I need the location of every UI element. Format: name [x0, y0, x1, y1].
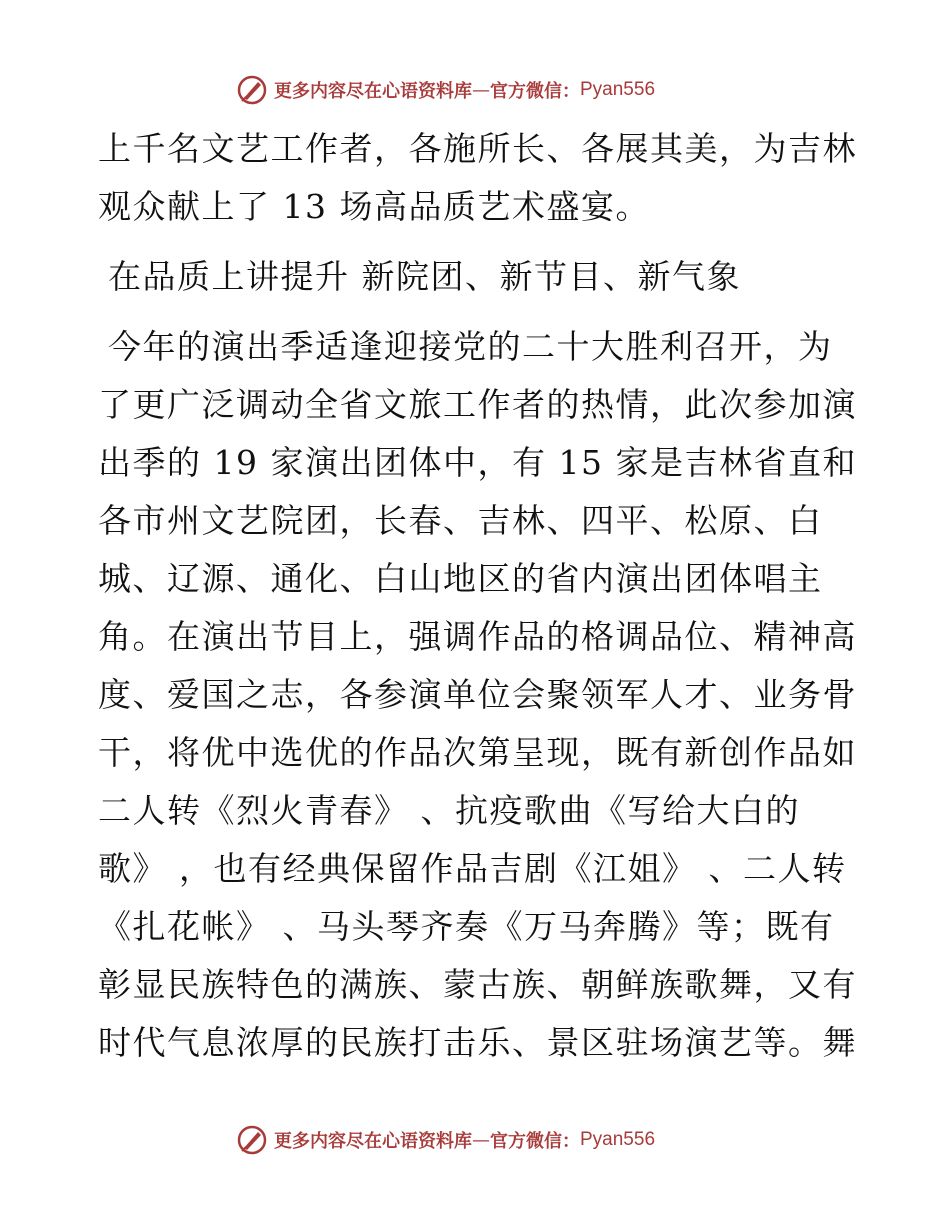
- header-banner: [236, 72, 655, 108]
- text-line: 今年的演出季适逢迎接党的二十大胜利召开，为: [108, 327, 833, 366]
- paragraph-main: [98, 318, 858, 1072]
- quill-pen-logo-icon: [236, 74, 268, 106]
- quill-pen-logo-icon: [236, 1124, 268, 1156]
- banner-title: 更多内容尽在心语资料库: [274, 81, 472, 102]
- text-line: 观众献上了 13 场高品质艺术盛宴。: [98, 187, 650, 226]
- text-line: 《扎花帐》 、马头琴齐奏《万马奔腾》等；既有: [98, 907, 835, 946]
- banner-label: 官方微信：: [490, 1131, 580, 1152]
- document-body: [98, 120, 858, 1072]
- text-line: 彰显民族特色的满族、蒙古族、朝鲜族歌舞，又有: [98, 965, 857, 1004]
- text-line: 二人转《烈火青春》 、抗疫歌曲《写给大白的: [98, 791, 800, 830]
- text-line: 各市州文艺院团，长春、吉林、四平、松原、白: [98, 501, 823, 540]
- text-line: 了更广泛调动全省文旅工作者的热情，此次参加演: [98, 385, 857, 424]
- banner-wechat-id: Pyan556: [580, 79, 656, 100]
- text-line: 出季的 19 家演出团体中，有 15 家是吉林省直和: [98, 443, 857, 482]
- footer-banner: [236, 1122, 655, 1158]
- section-heading: 在品质上讲提升 新院团、新节目、新气象: [108, 257, 741, 296]
- text-line: 歌》 ，也有经典保留作品吉剧《江姐》 、二人转: [98, 849, 847, 888]
- text-line: 度、爱国之志，各参演单位会聚领军人才、业务骨: [98, 675, 857, 714]
- text-line: 角。在演出节目上，强调作品的格调品位、精神高: [98, 617, 857, 656]
- banner-separator: —: [472, 1129, 490, 1151]
- text-line: 时代气息浓厚的民族打击乐、景区驻场演艺等。舞: [98, 1023, 857, 1062]
- text-line: 城、辽源、通化、白山地区的省内演出团体唱主: [98, 559, 823, 598]
- banner-label: 官方微信：: [490, 81, 580, 102]
- text-line: 干，将优中选优的作品次第呈现，既有新创作品如: [98, 733, 857, 772]
- paragraph-intro: [98, 120, 858, 236]
- banner-wechat-id: Pyan556: [580, 1129, 656, 1150]
- banner-separator: —: [472, 79, 490, 101]
- text-line: 上千名文艺工作者，各施所长、各展其美，为吉林: [98, 129, 857, 168]
- banner-title: 更多内容尽在心语资料库: [274, 1131, 472, 1152]
